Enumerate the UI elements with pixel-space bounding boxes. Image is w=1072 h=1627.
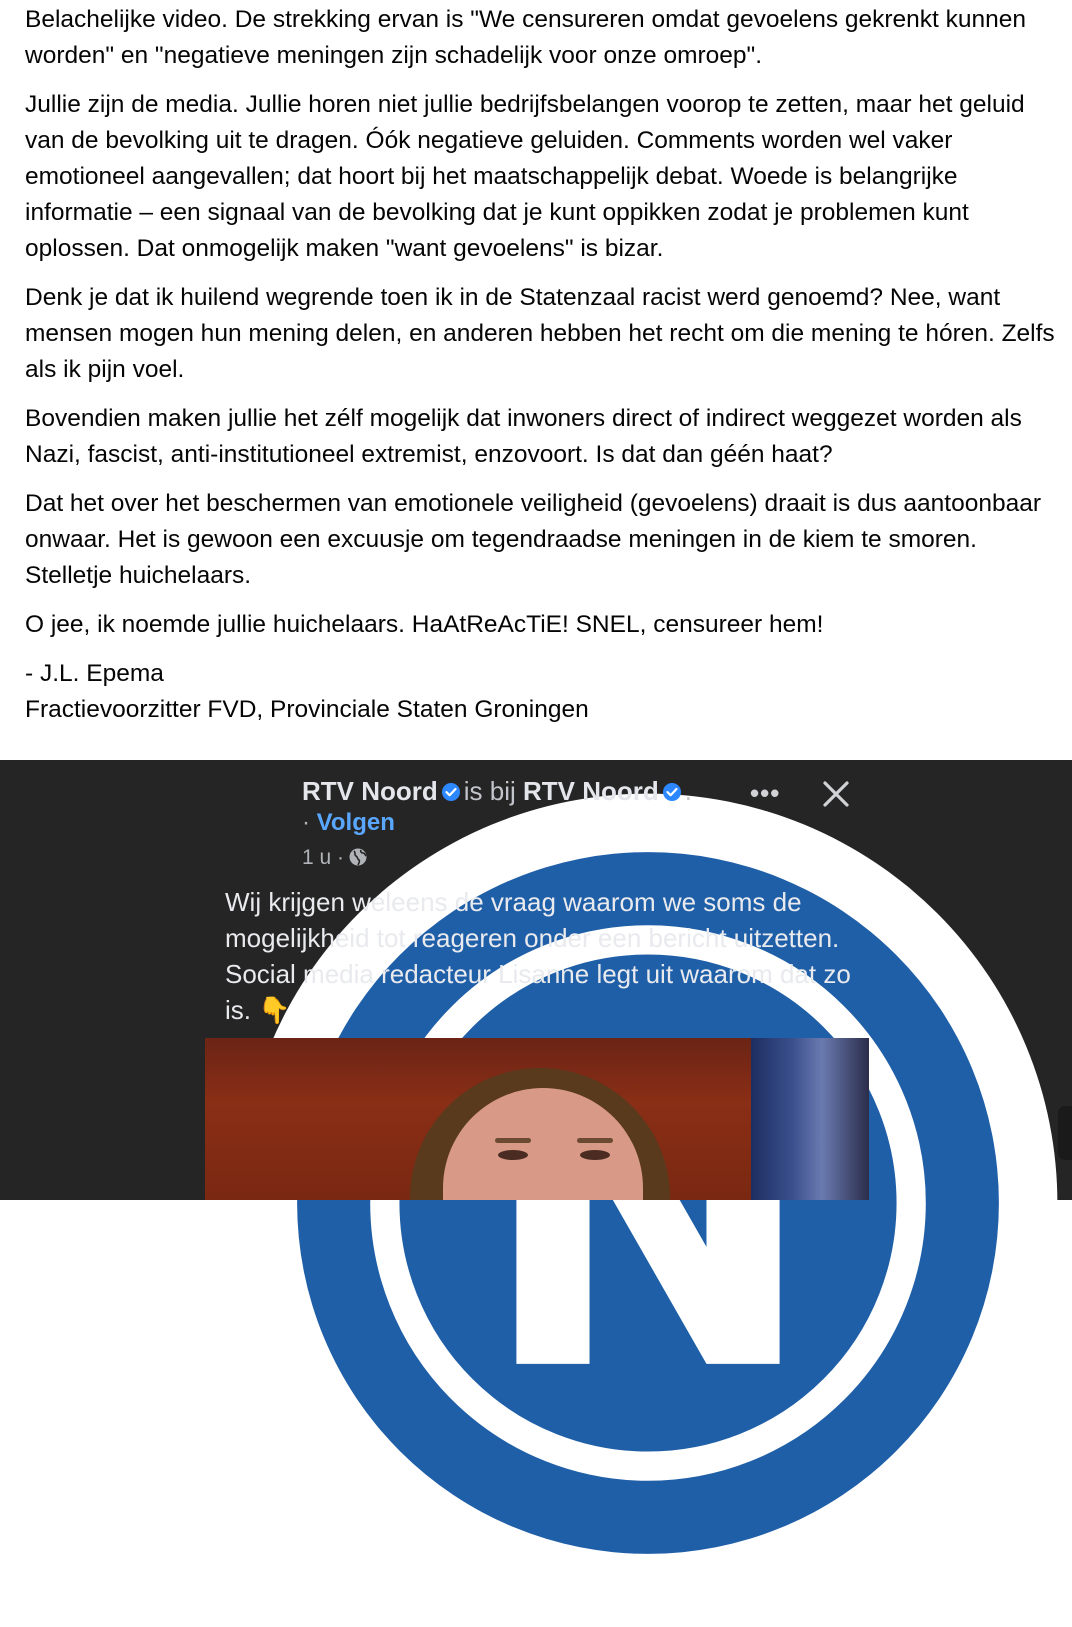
post-body <box>25 0 1055 728</box>
close-icon[interactable] <box>822 780 850 808</box>
trailing-dot: . <box>684 776 693 806</box>
thumbnail-eye-left <box>498 1150 528 1160</box>
post-paragraph-5: Dat het over het beschermen van emotionele veiligheid (gevoelens) draait is dus aantoonbaar onwaar. Het is gewoon een excuusje om tegendraadse meningen in de kiem te smoren. Stelletje huichelaars. <box>25 490 1042 589</box>
follow-row <box>302 807 395 839</box>
post-paragraph-6: O jee, ik noemde jullie huichelaars. HaAtReAcTiE! SNEL, censureer hem! <box>25 611 824 638</box>
is-at-text: is bij <box>463 776 516 806</box>
thumbnail-background-panel <box>751 1038 869 1200</box>
thumbnail-eye-right <box>580 1150 610 1160</box>
thumbnail-brow-left <box>495 1138 531 1143</box>
time-separator: · <box>337 846 345 869</box>
video-thumbnail[interactable] <box>205 1038 869 1200</box>
verified-badge-icon <box>441 782 461 802</box>
post-paragraph-3: Denk je dat ik huilend wegrende toen ik in de Statenzaal racist werd genoemd? Nee, want mensen mogen hun mening delen, en anderen hebben het recht om die mening te hóren. Zelfs als ik pijn voel. <box>25 284 1055 383</box>
follow-button[interactable]: Volgen <box>316 809 395 836</box>
timestamp-row <box>302 843 368 873</box>
thumbnail-brow-right <box>577 1138 613 1143</box>
post-paragraph-1: Belachelijke video. De strekking ervan is "We censureren omdat gevoelens gekrenkt kunnen worden" en "negatieve meningen zijn schadelijk voor onze omroep". <box>25 6 1027 69</box>
signature-title: Fractievoorzitter FVD, Provinciale Staten Groningen <box>25 696 589 723</box>
post-paragraph-2: Jullie zijn de media. Jullie horen niet jullie bedrijfsbelangen voorop te zetten, maar het geluid van de bevolking uit te dragen. Óók negatieve geluiden. Comments worden wel vaker emotioneel aangevallen; dat hoort bij het maatschappelijk debat. Woede is belangrijke informatie – een signaal van de bevolking dat je kunt oppikken zodat je problemen kunt oplossen. Dat onmogelijk maken "want gevoelens" is bizar. <box>25 91 1025 262</box>
shared-post-header <box>302 774 692 808</box>
more-options-button[interactable]: ••• <box>750 778 781 808</box>
timestamp[interactable]: 1 u <box>302 846 332 869</box>
post-paragraph-4: Bovendien maken jullie het zélf mogelijk dat inwoners direct of indirect weggezet worden als Nazi, fascist, anti-institutioneel extremist, enzovoort. Is dat dan géén haat? <box>25 405 1022 468</box>
page-name-link[interactable]: RTV Noord <box>302 776 438 806</box>
verified-badge-icon <box>662 782 682 802</box>
follow-separator: · <box>302 809 310 836</box>
location-link[interactable]: RTV Noord <box>523 776 659 806</box>
shared-post-text: Wij krijgen weleens de vraag waarom we soms de mogelijkheid tot reageren onder een bericht uitzetten. Social media redacteur Lisanne legt uit waarom dat zo is. 👇 <box>225 887 851 1025</box>
scroll-handle[interactable] <box>1058 1106 1072 1160</box>
globe-icon <box>348 847 368 867</box>
signature-name: - J.L. Epema <box>25 660 164 687</box>
